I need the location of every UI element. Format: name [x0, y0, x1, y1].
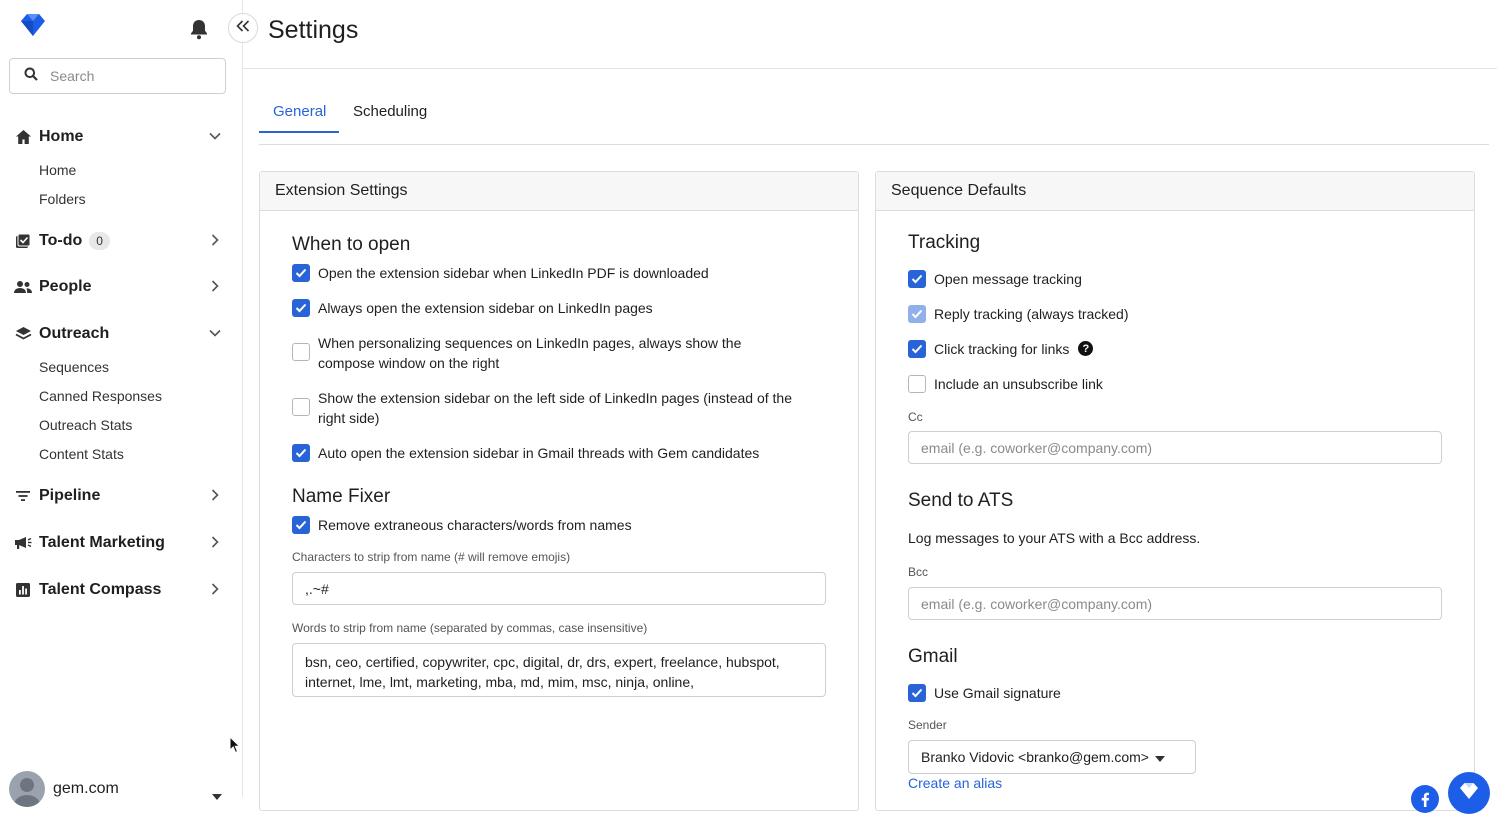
- checkbox-row[interactable]: [292, 263, 812, 283]
- chars-to-strip-input[interactable]: [292, 572, 826, 605]
- checkbox-unchecked[interactable]: [292, 343, 310, 361]
- checkbox-label: Show the extension sidebar on the left side of LinkedIn pages (instead of the right side): [318, 390, 792, 426]
- checkbox-row[interactable]: [292, 515, 812, 535]
- bcc-label: Bcc: [908, 565, 929, 579]
- checkbox-label: When personalizing sequences on LinkedIn pages, always show the compose window on the right: [318, 335, 742, 371]
- words-to-strip-textarea[interactable]: [292, 643, 826, 697]
- checkbox-label: Click tracking for links: [934, 341, 1070, 357]
- checkbox-checked[interactable]: [292, 444, 310, 462]
- card-header: Extension Settings: [260, 172, 858, 211]
- nav-todo[interactable]: [14, 227, 226, 255]
- sender-select-value: Branko Vidovic <branko@gem.com>: [921, 749, 1149, 765]
- checkbox-label: Reply tracking (always tracked): [934, 306, 1129, 322]
- caret-down-icon: [1155, 749, 1165, 765]
- nav-sub-canned-responses[interactable]: Canned Responses: [39, 388, 162, 404]
- active-tab-indicator: [259, 131, 339, 133]
- section-title-tracking: Tracking: [908, 232, 981, 253]
- nav-home[interactable]: [14, 123, 226, 151]
- checkbox-row[interactable]: [908, 269, 1408, 289]
- chevron-down-icon: [208, 326, 222, 345]
- collapse-sidebar-button[interactable]: [228, 13, 258, 43]
- sidebar: [0, 0, 243, 797]
- chevron-right-icon: [208, 582, 222, 601]
- sender-label: Sender: [908, 718, 947, 732]
- checkbox-unchecked[interactable]: [908, 375, 926, 393]
- double-chevron-left-icon: [236, 19, 250, 37]
- checkbox-row[interactable]: [292, 443, 832, 463]
- caret-down-icon[interactable]: [212, 787, 222, 805]
- todo-checklist-icon: [14, 232, 32, 250]
- checkbox-label: Use Gmail signature: [934, 685, 1061, 701]
- checkbox-label: Open message tracking: [934, 271, 1082, 287]
- settings-tabs: [259, 92, 1489, 145]
- chevron-right-icon: [208, 535, 222, 554]
- ats-description: Log messages to your ATS with a Bcc address.: [908, 530, 1201, 546]
- search-input[interactable]: [50, 68, 210, 84]
- checkbox-checked[interactable]: [292, 299, 310, 317]
- words-field-label: Words to strip from name (separated by commas, case insensitive): [292, 621, 648, 635]
- gem-diamond-icon: [1458, 781, 1480, 806]
- nav-talent-compass[interactable]: [14, 576, 226, 604]
- nav-pipeline[interactable]: [14, 482, 226, 510]
- extension-settings-card: [259, 171, 859, 811]
- checkbox-row[interactable]: [292, 298, 812, 318]
- checkbox-label: Include an unsubscribe link: [934, 376, 1103, 392]
- create-alias-link[interactable]: Create an alias: [908, 775, 1003, 791]
- checkbox-label: Auto open the extension sidebar in Gmail threads with Gem candidates: [318, 445, 760, 461]
- checkbox-row[interactable]: [292, 388, 812, 428]
- notifications-bell-icon[interactable]: [189, 18, 209, 45]
- nav-people-label: People: [39, 278, 92, 295]
- sender-select[interactable]: [908, 740, 1196, 774]
- section-title-when-to-open: When to open: [292, 234, 411, 255]
- section-title-name-fixer: Name Fixer: [292, 486, 391, 507]
- nav-talent-compass-label: Talent Compass: [39, 581, 162, 598]
- section-title-gmail: Gmail: [908, 646, 958, 667]
- people-icon: [14, 278, 32, 296]
- filter-lines-icon: [14, 487, 32, 505]
- nav-pipeline-label: Pipeline: [39, 487, 101, 504]
- nav-talent-marketing-label: Talent Marketing: [39, 534, 165, 551]
- card-header: Sequence Defaults: [876, 172, 1474, 211]
- account-switcher[interactable]: [9, 771, 119, 807]
- checkbox-row[interactable]: [908, 683, 1408, 703]
- checkbox-row[interactable]: [908, 374, 1408, 394]
- checkbox-label: Remove extraneous characters/words from names: [318, 517, 632, 533]
- bar-chart-icon: [14, 581, 32, 599]
- megaphone-icon: [14, 534, 32, 552]
- nav-sub-sequences[interactable]: Sequences: [39, 359, 110, 375]
- tab-general[interactable]: General: [273, 103, 327, 120]
- section-title-send-to-ats: Send to ATS: [908, 490, 1014, 511]
- main-content: [243, 0, 1497, 797]
- nav-outreach[interactable]: [14, 320, 226, 348]
- checkbox-row[interactable]: [908, 339, 1408, 359]
- nav-sub-home[interactable]: Home: [39, 162, 77, 178]
- sequence-defaults-card: [875, 171, 1475, 811]
- chevron-right-icon: [208, 488, 222, 507]
- checkbox-label: Open the extension sidebar when LinkedIn PDF is downloaded: [318, 265, 709, 281]
- chars-field-label: Characters to strip from name (# will remove emojis): [292, 550, 571, 564]
- gem-logo-icon[interactable]: [18, 12, 48, 38]
- checkbox-unchecked[interactable]: [292, 398, 310, 416]
- header-divider: [243, 68, 1497, 69]
- checkbox-checked[interactable]: [908, 684, 926, 702]
- cc-email-input[interactable]: [908, 431, 1442, 464]
- avatar: [9, 771, 45, 807]
- nav-home-label: Home: [39, 128, 84, 145]
- nav-outreach-label: Outreach: [39, 325, 110, 342]
- bcc-email-input[interactable]: [908, 587, 1442, 620]
- checkbox-checked-disabled: [908, 305, 926, 323]
- nav-sub-folders[interactable]: Folders: [39, 191, 86, 207]
- checkbox-row: [908, 304, 1408, 324]
- gem-assistant-button[interactable]: [1448, 772, 1490, 814]
- checkbox-checked[interactable]: [908, 340, 926, 358]
- page-title: Settings: [268, 16, 359, 44]
- nav-sub-content-stats[interactable]: Content Stats: [39, 446, 124, 462]
- chevron-down-icon: [208, 129, 222, 148]
- nav-talent-marketing[interactable]: [14, 529, 226, 557]
- nav-people[interactable]: [14, 273, 226, 301]
- chevron-right-icon: [208, 279, 222, 298]
- nav-todo-label: To-do: [39, 232, 83, 249]
- checkbox-label: Always open the extension sidebar on LinkedIn pages: [318, 300, 653, 316]
- nav-sub-outreach-stats[interactable]: Outreach Stats: [39, 417, 133, 433]
- home-icon: [14, 128, 32, 146]
- facebook-icon[interactable]: [1411, 785, 1439, 813]
- chevron-right-icon: [208, 233, 222, 252]
- checkbox-checked[interactable]: [292, 264, 310, 282]
- layers-icon: [14, 325, 32, 343]
- todo-count-badge: 0: [89, 232, 110, 250]
- search-box: [9, 58, 226, 94]
- mouse-pointer-icon: [229, 736, 241, 759]
- tab-scheduling[interactable]: Scheduling: [353, 103, 428, 120]
- search-icon: [24, 67, 38, 86]
- checkbox-checked[interactable]: [908, 270, 926, 288]
- account-name: gem.com: [53, 780, 119, 797]
- help-icon[interactable]: ?: [1078, 341, 1093, 356]
- checkbox-checked[interactable]: [292, 516, 310, 534]
- checkbox-row[interactable]: [292, 333, 802, 373]
- cc-label: Cc: [908, 410, 923, 424]
